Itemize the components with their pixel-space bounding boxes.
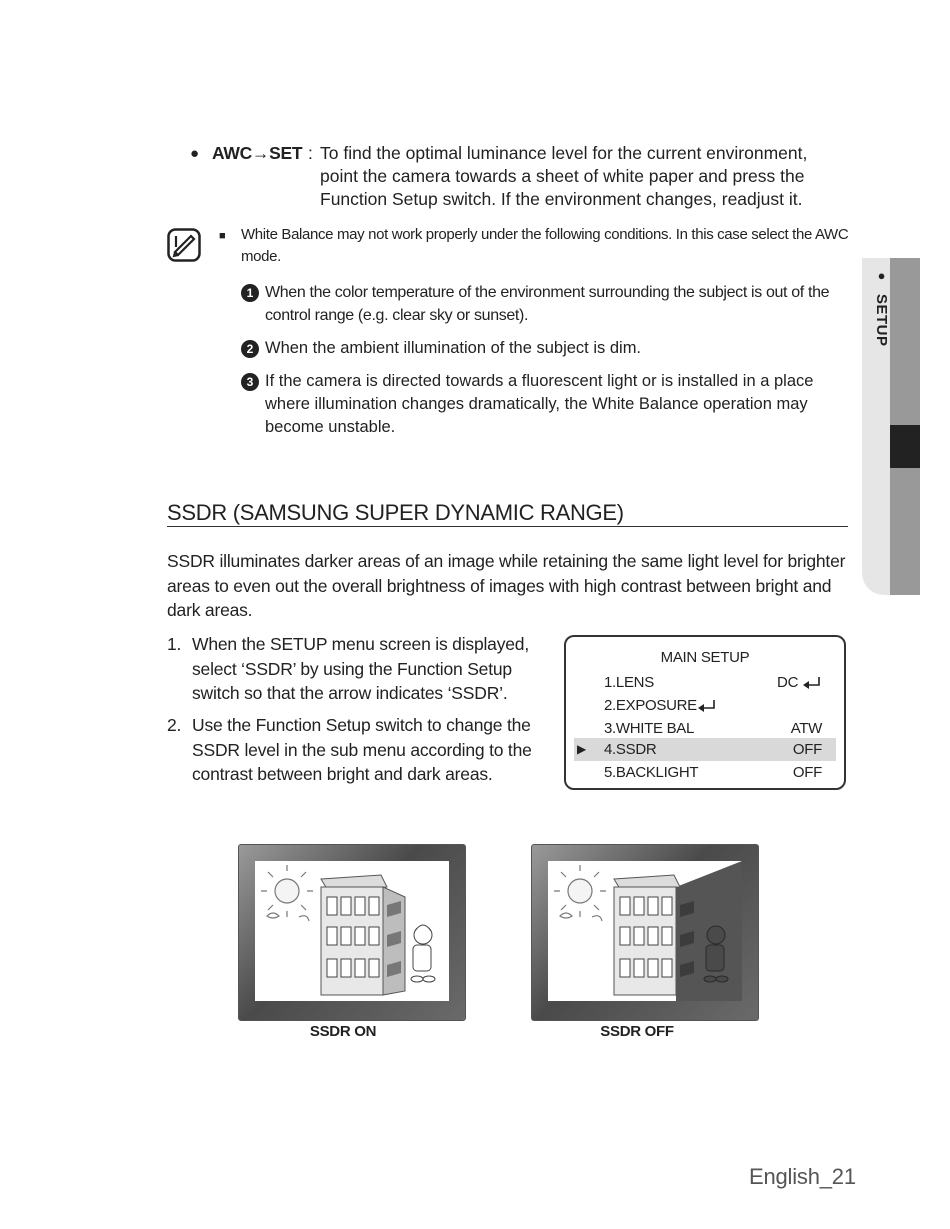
condition-text: When the ambient illumination of the subject is dim. — [265, 339, 642, 357]
step-text: Use the Function Setup switch to change the SSDR level in the sub menu according to the contrast between bright and dark areas. — [192, 715, 532, 784]
condition-item — [241, 337, 851, 361]
note-marker: ■ — [219, 230, 226, 242]
condition-number: 3 — [241, 373, 259, 391]
step-item — [167, 713, 567, 787]
figure-screen — [548, 861, 742, 1001]
menu-item-backlight — [574, 761, 836, 784]
condition-number: 1 — [241, 284, 259, 302]
sun-icon — [554, 865, 606, 921]
awc-bullet — [190, 142, 830, 214]
menu-item-value — [777, 671, 822, 694]
menu-item-lens — [574, 671, 836, 694]
condition-text: If the camera is directed towards a fluorescent light or is installed in a place where illumination changes dramatically, the White Balance operation may become unstable. — [265, 372, 814, 436]
menu-title: MAIN SETUP — [660, 649, 750, 666]
side-tab-text: SETUP — [873, 294, 890, 347]
figure-caption: SSDR OFF — [600, 1023, 674, 1040]
page-number: English_21 — [749, 1164, 856, 1189]
side-tab-bullet: ● — [874, 268, 889, 284]
awc-term: AWC→SET — [212, 143, 303, 163]
note-pencil-icon — [167, 228, 201, 262]
menu-item-ssdr — [574, 738, 836, 761]
bullet-dot: ● — [190, 145, 200, 162]
condition-item — [241, 370, 851, 442]
menu-item-exposure — [574, 694, 836, 717]
side-tab-marker — [890, 425, 920, 468]
condition-item — [241, 281, 851, 329]
enter-arrow-icon — [802, 676, 822, 690]
condition-text: When the color temperature of the environment surrounding the subject is out of the control range (e.g. clear sky or sunset). — [265, 284, 830, 324]
menu-item-white-bal — [574, 717, 836, 740]
menu-item-value: ATW — [790, 720, 822, 737]
figure-caption: SSDR ON — [309, 1023, 377, 1040]
figure-ssdr-off — [531, 844, 759, 1021]
figure-screen — [255, 861, 449, 1001]
selector-arrow-icon: ▶ — [577, 742, 586, 756]
note-block — [219, 224, 851, 270]
menu-item-label: 4.SSDR — [604, 741, 657, 758]
building-scene-illustration — [548, 861, 742, 1001]
section-title: SSDR (SAMSUNG SUPER DYNAMIC RANGE) — [167, 500, 624, 525]
menu-item-value: OFF — [792, 764, 822, 781]
menu-label-text: 2.EXPOSURE — [604, 697, 697, 714]
note-text: White Balance may not work properly under the following conditions. In this case select the AWC mode. — [241, 226, 849, 265]
figure-ssdr-on — [238, 844, 466, 1021]
osd-menu-box — [564, 635, 846, 790]
awc-colon: : — [308, 143, 313, 163]
side-tab-label — [862, 268, 890, 347]
step-item — [167, 632, 567, 706]
menu-item-value: OFF — [792, 741, 822, 758]
awc-description: To find the optimal luminance level for the current environment, point the camera towards a sheet of white paper and press the Function Setup switch. If the environment changes, readjust it. — [320, 143, 808, 209]
sun-icon — [261, 865, 313, 921]
step-number: 1. — [167, 634, 182, 654]
section-divider — [167, 526, 848, 527]
menu-item-label — [604, 694, 717, 717]
condition-number: 2 — [241, 340, 259, 358]
building-scene-illustration — [255, 861, 449, 1001]
enter-arrow-icon — [697, 699, 717, 713]
section-intro: SSDR illuminates darker areas of an image while retaining the same light level for brighter areas to even out the overall brightness of images with high contrast between bright and dark areas. — [167, 551, 846, 620]
menu-item-label: 1.LENS — [604, 674, 654, 691]
step-number: 2. — [167, 715, 182, 735]
menu-item-label: 5.BACKLIGHT — [604, 764, 699, 781]
step-text: When the SETUP menu screen is displayed, select ‘SSDR’ by using the Function Setup switch so that the arrow indicates ‘SSDR’. — [192, 634, 529, 703]
menu-item-label: 3.WHITE BAL — [604, 720, 695, 737]
menu-value-text: DC — [777, 674, 799, 691]
chapter-side-tab — [862, 258, 920, 595]
